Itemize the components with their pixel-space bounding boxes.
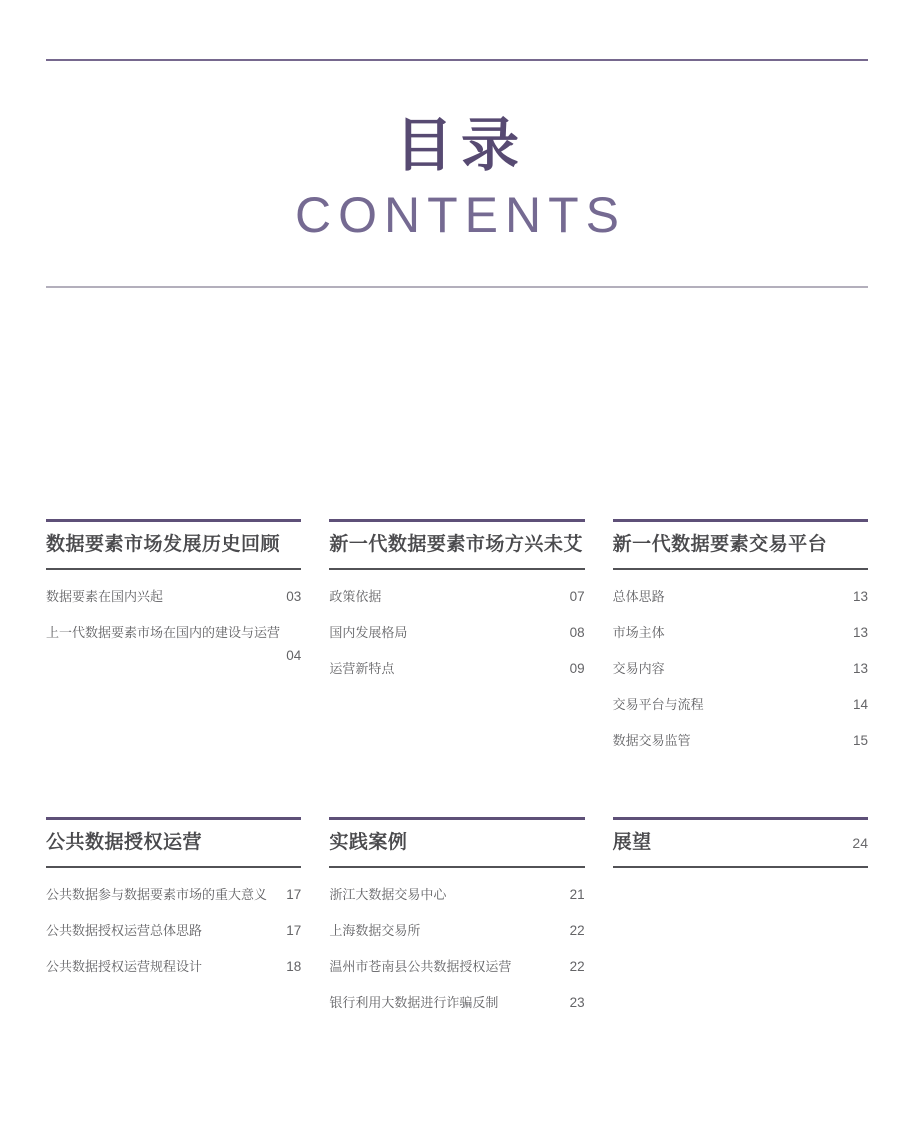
toc-entry-label: 总体思路 [612,589,665,604]
toc-grid [46,519,868,1027]
toc-entry-label: 数据要素在国内兴起 [46,589,164,604]
toc-section-outlook [613,817,868,868]
toc-entry-page: 18 [286,959,302,974]
toc-entry-page: 13 [852,625,868,640]
toc-section-new-market [329,519,584,693]
toc-entry-label: 数据交易监管 [612,733,691,748]
section-heading [329,522,584,570]
toc-entry[interactable] [329,883,584,906]
toc-entry-page: 04 [286,648,302,663]
toc-section-history [46,519,301,680]
toc-entry-label: 政策依据 [329,589,382,604]
section-title: 新一代数据要素交易平台 [612,534,828,555]
section-title: 展望 [612,832,652,853]
toc-entry[interactable] [613,585,868,608]
toc-entry-label: 浙江大数据交易中心 [329,887,447,902]
toc-entry-label: 银行利用大数据进行诈骗反制 [329,995,499,1010]
toc-entry[interactable] [329,657,584,680]
toc-entry-page: 09 [569,661,585,676]
toc-entry-label: 运营新特点 [329,661,395,676]
toc-page [46,59,868,1027]
toc-entry-label: 公共数据参与数据要素市场的重大意义 [46,887,268,902]
toc-entry-page: 22 [569,923,585,938]
toc-entry[interactable] [329,955,584,978]
toc-entry-page: 15 [852,733,868,748]
toc-entry-page: 03 [286,589,302,604]
toc-entry-page: 17 [286,923,302,938]
toc-entry[interactable] [613,729,868,752]
section-heading [46,522,301,570]
toc-entry-page: 23 [569,995,585,1010]
toc-entry-page: 21 [569,887,585,902]
toc-header [46,113,868,243]
section-title: 数据要素市场发展历史回顾 [46,534,281,555]
page-subtitle: CONTENTS [295,187,626,243]
toc-entry-page: 13 [852,661,868,676]
toc-section-public-data [46,817,301,991]
toc-entry[interactable] [613,621,868,644]
toc-entry-page: 13 [852,589,868,604]
toc-entry[interactable] [613,820,868,868]
section-heading [329,820,584,868]
toc-entry[interactable] [46,919,301,942]
toc-entry-page: 24 [852,835,868,851]
section-items [329,883,584,1014]
section-title: 新一代数据要素市场方兴未艾 [329,534,583,555]
toc-entry-label: 市场主体 [612,625,665,640]
toc-entry[interactable] [329,585,584,608]
toc-entry-page: 17 [286,887,302,902]
section-items [46,883,301,978]
toc-entry[interactable] [329,621,584,644]
toc-entry[interactable] [329,991,584,1014]
toc-entry-label: 上一代数据要素市场在国内的建设与运营 [46,625,281,640]
toc-entry[interactable] [46,621,301,667]
section-heading [46,820,301,868]
toc-section-trading-platform [613,519,868,765]
toc-entry[interactable] [46,585,301,608]
toc-entry-label: 温州市苍南县公共数据授权运营 [329,959,512,974]
toc-entry-page: 07 [569,589,585,604]
section-title: 实践案例 [329,832,408,853]
toc-entry-label: 交易平台与流程 [612,697,704,712]
toc-entry-page: 22 [569,959,585,974]
toc-entry-label: 交易内容 [612,661,665,676]
toc-entry-label: 公共数据授权运营总体思路 [46,923,203,938]
section-title: 公共数据授权运营 [46,832,203,853]
toc-entry-label: 上海数据交易所 [329,923,421,938]
section-heading [613,522,868,570]
toc-entry-label: 国内发展格局 [329,625,408,640]
toc-entry-page: 08 [569,625,585,640]
toc-entry[interactable] [613,657,868,680]
toc-entry[interactable] [613,693,868,716]
header-divider [46,286,868,288]
section-items [329,585,584,680]
toc-entry[interactable] [46,955,301,978]
toc-section-case-studies [329,817,584,1027]
toc-entry-label: 公共数据授权运营规程设计 [46,959,203,974]
toc-entry-page: 14 [852,697,868,712]
section-items [613,585,868,752]
toc-entry[interactable] [329,919,584,942]
top-divider [46,59,868,61]
page-title: 目录 [394,113,527,178]
toc-entry[interactable] [46,883,301,906]
section-items [46,585,301,667]
